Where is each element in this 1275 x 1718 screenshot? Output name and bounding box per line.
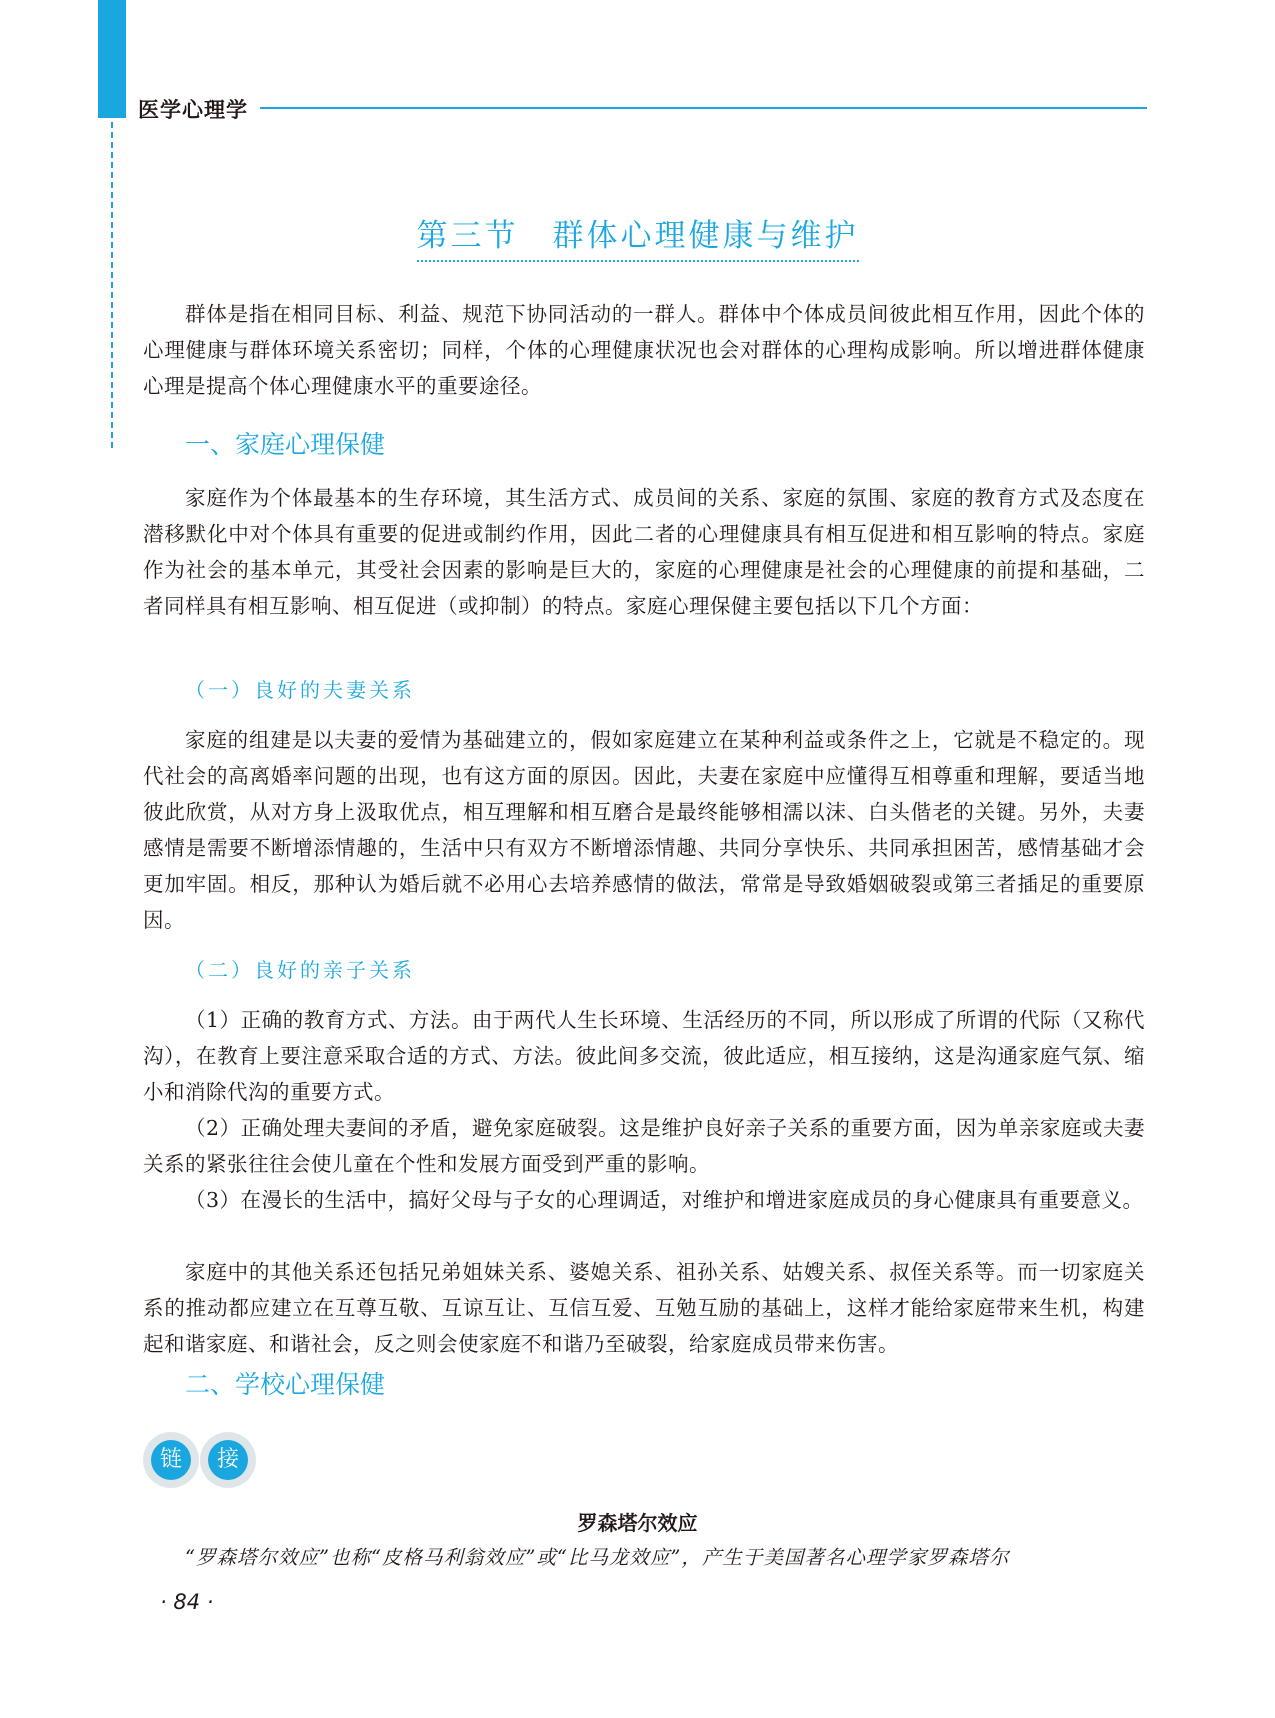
link-badge-1 [143, 1432, 199, 1488]
subsection2-item-2: （2）正确处理夫妻间的矛盾，避免家庭破裂。这是维护良好亲子关系的重要方面，因为单亲家庭或夫妻关系的紧张往往会使儿童在个性和发展方面受到严重的影响。 [143, 1116, 1145, 1176]
link-box-paragraph: “罗森塔尔效应”也称“皮格马利翁效应”或“比马龙效应”，产生于美国著名心理学家罗森塔尔 [185, 1546, 1010, 1569]
part1-heading: 一、家庭心理保健 [185, 430, 386, 459]
subsection1-heading: （一）良好的夫妻关系 [185, 678, 415, 702]
link-badge-2 [200, 1432, 256, 1488]
section-title: 第三节 群体心理健康与维护 [417, 218, 859, 262]
part2-heading: 二、学校心理保健 [185, 1370, 386, 1399]
part1-intro-paragraph: 家庭作为个体最基本的生存环境，其生活方式、成员间的关系、家庭的氛围、家庭的教育方式及态度在潜移默化中对个体具有重要的促进或制约作用，因此二者的心理健康具有相互促进和相互影响的特点。家庭作为社会的基本单元，其受社会因素的影响是巨大的，家庭的心理健康是社会的心理健康的前提和基础，二者同样具有相互影响、相互促进（或抑制）的特点。家庭心理保健主要包括以下几个方面： [143, 486, 1145, 618]
margin-dashed-line [111, 122, 113, 448]
header-rule [260, 107, 1147, 109]
link-badge-2-text: 接 [208, 1440, 248, 1480]
link-badge-1-text: 链 [151, 1440, 191, 1480]
subsection2-item-1: （1）正确的教育方式、方法。由于两代人生长环境、生活经历的不同，所以形成了所谓的代际（又称代沟），在教育上要注意采取合适的方式、方法。彼此间多交流，彼此适应，相互接纳，这是沟通家庭气氛、缩小和消除代沟的重要方式。 [143, 1008, 1145, 1104]
subsection2-closing-paragraph: 家庭中的其他关系还包括兄弟姐妹关系、婆媳关系、祖孙关系、姑嫂关系、叔侄关系等。而一切家庭关系的推动都应建立在互尊互敬、互谅互让、互信互爱、互勉互励的基础上，这样才能给家庭带来生机，构建起和谐家庭、和谐社会，反之则会使家庭不和谐乃至破裂，给家庭成员带来伤害。 [143, 1260, 1145, 1356]
running-header-title: 医学心理学 [138, 98, 248, 122]
subsection2-item-3: （3）在漫长的生活中，搞好父母与子女的心理调适，对维护和增进家庭成员的身心健康具有重要意义。 [185, 1188, 1144, 1212]
subsection2-heading: （二）良好的亲子关系 [185, 958, 415, 982]
header-accent-bar [98, 0, 126, 118]
link-box-title: 罗森塔尔效应 [577, 1511, 698, 1535]
subsection1-paragraph: 家庭的组建是以夫妻的爱情为基础建立的，假如家庭建立在某种利益或条件之上，它就是不稳定的。现代社会的高离婚率问题的出现，也有这方面的原因。因此，夫妻在家庭中应懂得互相尊重和理解，要适当地彼此欣赏，从对方身上汲取优点，相互理解和相互磨合是最终能够相濡以沫、白头偕老的关键。另外，夫妻感情是需要不断增添情趣的，生活中只有双方不断增添情趣、共同分享快乐、共同承担困苦，感情基础才会更加牢固。相反，那种认为婚后就不必用心去培养感情的做法，常常是导致婚姻破裂或第三者插足的重要原因。 [143, 728, 1145, 932]
section-title-wrapper [0, 210, 1275, 255]
page-number: · 84 · [160, 1590, 214, 1614]
intro-paragraph: 群体是指在相同目标、利益、规范下协同活动的一群人。群体中个体成员间彼此相互作用，因此个体的心理健康与群体环境关系密切；同样，个体的心理健康状况也会对群体的心理构成影响。所以增进群体健康心理是提高个体心理健康水平的重要途径。 [143, 302, 1145, 398]
